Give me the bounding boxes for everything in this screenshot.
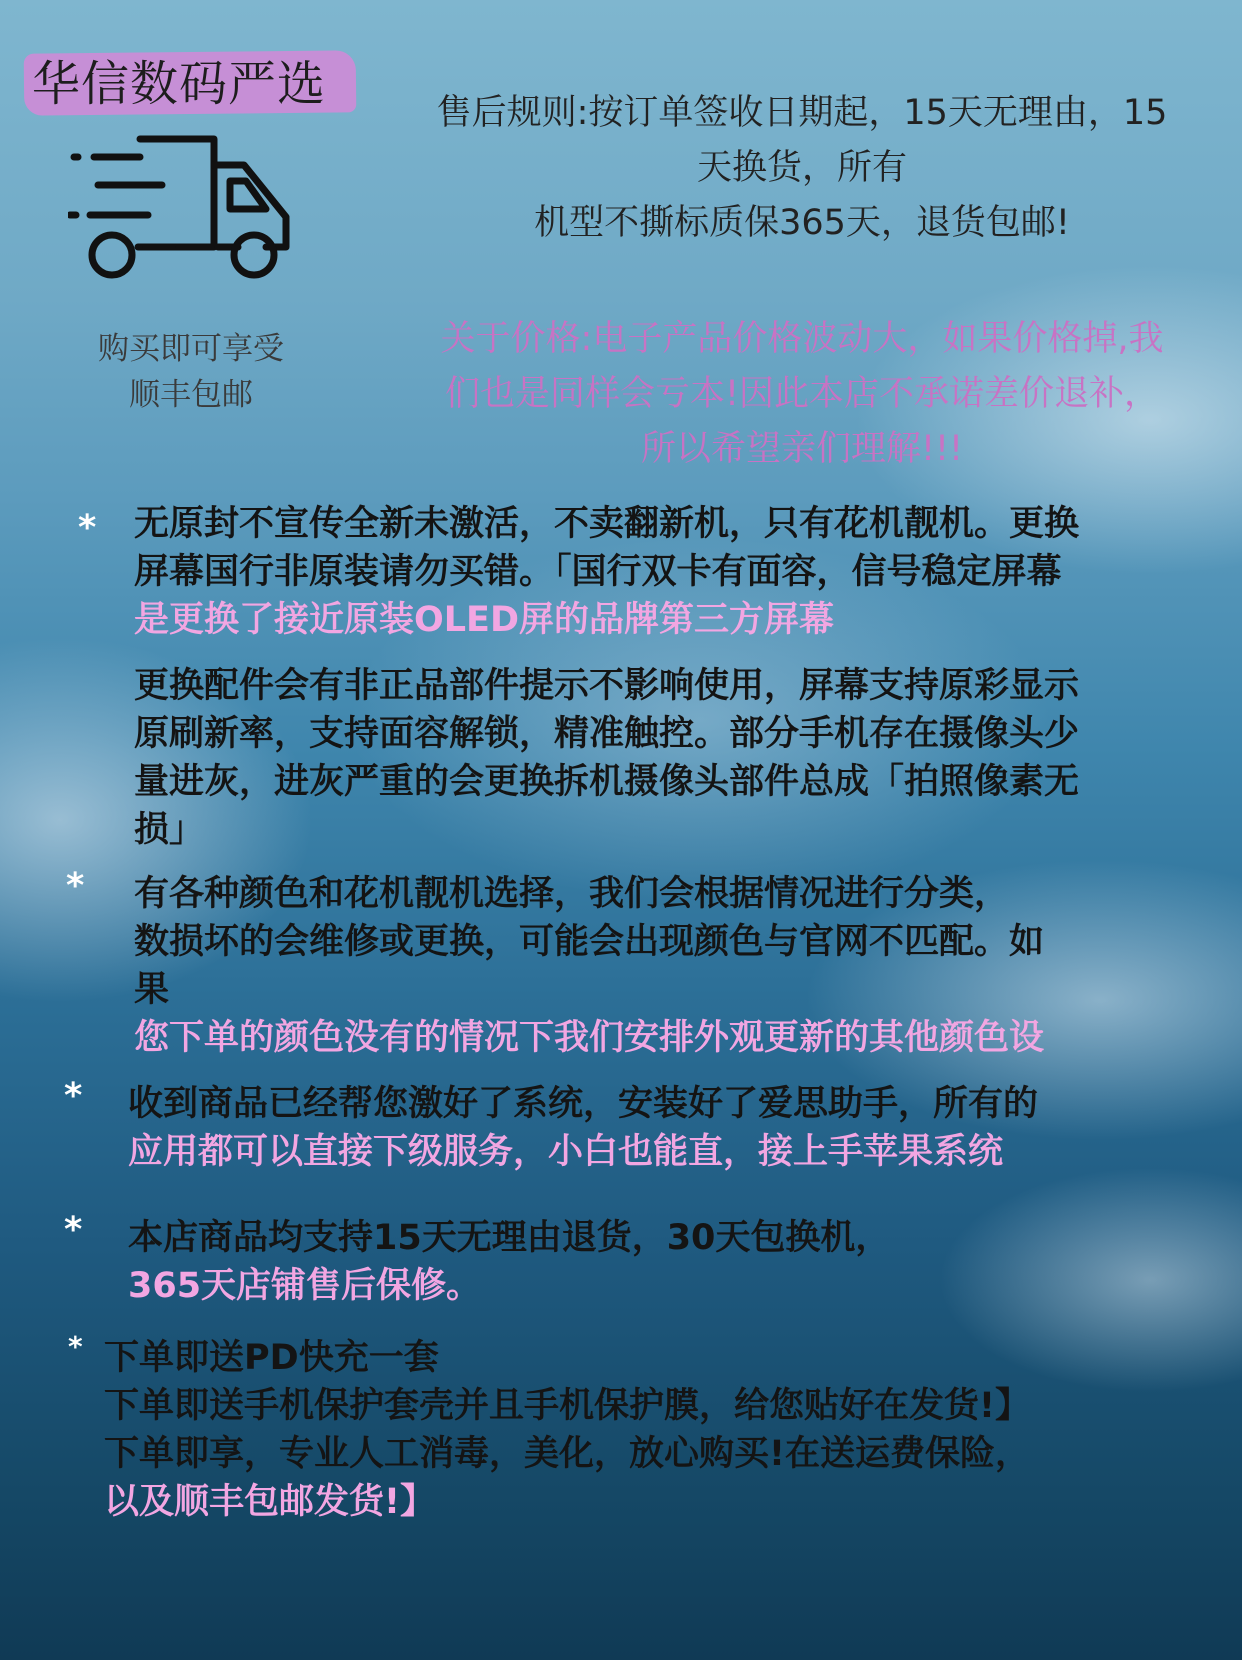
p3-line-2: 数损坏的会维修或更换，可能会出现颜色与官网不匹配。如: [134, 922, 1045, 962]
p3-line-4: 您下单的颜色没有的情况下我们安排外观更新的其他颜色设: [134, 1018, 1045, 1058]
p5-line-1: 本店商品均支持15天无理由退货，30天包换机，: [128, 1218, 891, 1258]
p6-line-3: 下单即享，专业人工消毒，美化，放心购买!在送运费保险，: [104, 1434, 1030, 1474]
p2-line-2: 原刷新率，支持面容解锁，精准触控。部分手机存在摄像头少: [134, 714, 1080, 754]
bullet-star-1: *: [78, 508, 97, 548]
p2-line-3: 量进灰，进灰严重的会更换拆机摄像头部件总成「拍照像素无: [134, 762, 1080, 802]
price-line-2: 们也是同样会亏本!因此本店不承诺差价退补，: [444, 374, 1160, 414]
after-sales-line-2: 天换货，所有: [696, 148, 907, 188]
free-shipping-note: [60, 326, 322, 418]
brand-name: 华信数码严选: [32, 56, 327, 112]
p4-line-1: 收到商品已经帮您激好了系统，安装好了爱思助手，所有的: [128, 1084, 1039, 1124]
bullet-star-5: *: [68, 1330, 83, 1363]
shipping-line-2: 顺丰包邮: [129, 377, 253, 413]
delivery-truck-icon: [68, 135, 308, 295]
bullet-star-3: *: [64, 1076, 83, 1116]
p1-line-3: 是更换了接近原装OLED屏的品牌第三方屏幕: [134, 600, 835, 640]
p4-line-2: 应用都可以直接下级服务，小白也能直，接上手苹果系统: [128, 1132, 1004, 1172]
p2-line-4: 损」: [134, 810, 205, 850]
after-sales-line-1: 售后规则:按订单签收日期起，15天无理由，15: [436, 93, 1168, 133]
p1-line-1: 无原封不宣传全新未激活，不卖翻新机，只有花机靓机。更换: [134, 504, 1080, 544]
note-condition: [134, 500, 1224, 644]
p1-line-2: 屏幕国行非原装请勿买错。「国行双卡有面容，信号稳定屏幕: [134, 552, 1062, 592]
bullet-star-4: *: [64, 1210, 83, 1250]
note-gifts: [104, 1334, 1214, 1526]
note-activation: [128, 1080, 1218, 1176]
p2-line-1: 更换配件会有非正品部件提示不影响使用，屏幕支持原彩显示: [134, 666, 1080, 706]
p6-line-1: 下单即送PD快充一套: [104, 1338, 439, 1378]
after-sales-rules: [388, 86, 1216, 251]
price-line-1: 关于价格:电子产品价格波动大，如果价格掉,我: [440, 319, 1164, 359]
after-sales-line-3: 机型不撕标质保365天，退货包邮!: [534, 203, 1070, 243]
note-colors: [134, 870, 1224, 1062]
note-parts: [134, 662, 1224, 854]
p3-line-1: 有各种颜色和花机靓机选择，我们会根据情况进行分类，: [134, 874, 1010, 914]
price-policy: [388, 312, 1216, 477]
note-warranty: [128, 1214, 1218, 1310]
p5-line-2: 365天店铺售后保修。: [128, 1266, 482, 1306]
p6-line-4: 以及顺丰包邮发货!】: [104, 1482, 435, 1522]
p6-line-2: 下单即送手机保护套壳并且手机保护膜，给您贴好在发货!】: [104, 1386, 1030, 1426]
p3-line-3: 果: [134, 970, 170, 1010]
price-line-3: 所以希望亲们理解!!!: [640, 429, 964, 469]
shipping-line-1: 购买即可享受: [98, 331, 284, 367]
bullet-star-2: *: [66, 866, 85, 906]
